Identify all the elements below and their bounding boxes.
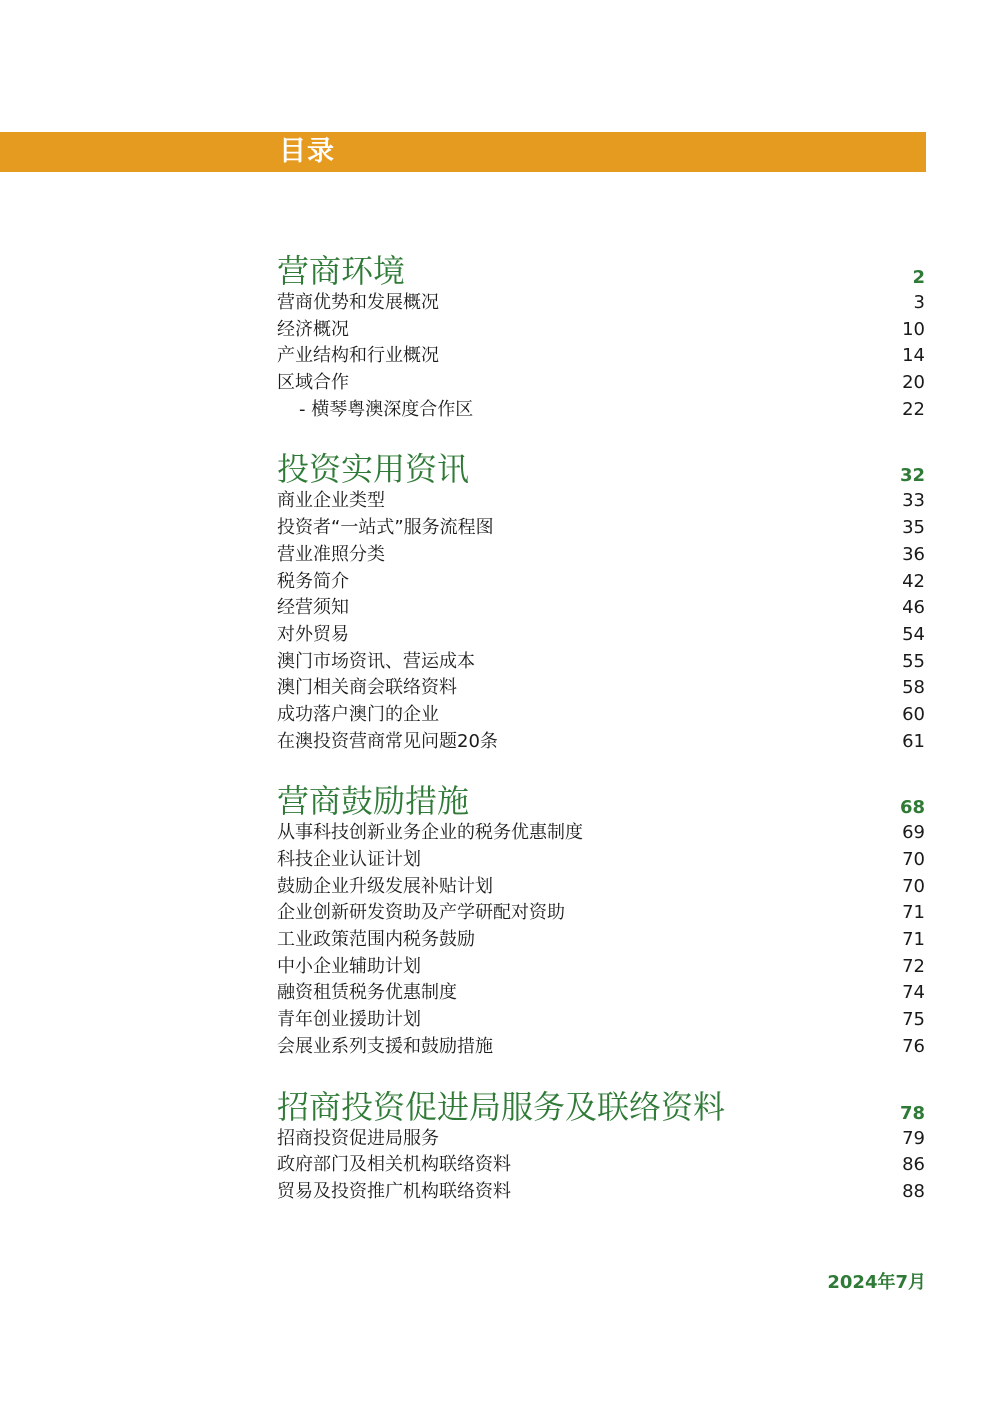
toc-item-page: 74 <box>902 982 925 1004</box>
toc-item-page: 42 <box>902 570 925 592</box>
toc-section-business-environment <box>277 252 925 423</box>
toc-subitem[interactable] <box>277 397 925 424</box>
toc-item[interactable] <box>277 595 925 622</box>
toc-item-page: 54 <box>902 623 925 645</box>
header-bar <box>0 132 926 172</box>
toc-item[interactable] <box>277 290 925 317</box>
section-heading[interactable] <box>277 450 925 488</box>
toc-item-label[interactable]: 从事科技创新业务企业的税务优惠制度 <box>277 822 583 844</box>
toc-item[interactable] <box>277 1152 925 1179</box>
toc-item-label[interactable]: 贸易及投资推广机构联络资料 <box>277 1180 511 1202</box>
section-title[interactable]: 招商投资促进局服务及联络资料 <box>277 1087 726 1126</box>
toc-item-label[interactable]: 产业结构和行业概况 <box>277 345 439 367</box>
section-heading[interactable] <box>277 1088 925 1126</box>
toc-item-label[interactable]: 青年创业援助计划 <box>277 1009 421 1031</box>
toc-item-label[interactable]: 会展业系列支援和鼓励措施 <box>277 1035 493 1057</box>
section-page-number: 78 <box>899 1102 925 1124</box>
toc-item-page: 36 <box>902 543 925 565</box>
toc-item-label[interactable]: 成功落户澳门的企业 <box>277 703 439 725</box>
page-title: 目录 <box>279 136 335 167</box>
toc-item[interactable] <box>277 1126 925 1153</box>
toc-item-page: 70 <box>902 875 925 897</box>
section-title[interactable]: 营商鼓励措施 <box>277 782 470 821</box>
toc-section-ipim-services <box>277 1088 925 1206</box>
toc-item[interactable] <box>277 343 925 370</box>
toc-item-page: 88 <box>902 1180 925 1202</box>
toc-item-label[interactable]: 政府部门及相关机构联络资料 <box>277 1154 511 1176</box>
section-title[interactable]: 营商环境 <box>277 252 406 290</box>
toc-item-page: 76 <box>902 1035 925 1057</box>
toc-item-label[interactable]: 科技企业认证计划 <box>277 849 421 870</box>
toc-item[interactable] <box>277 1034 925 1061</box>
toc-item-page: 10 <box>902 318 925 340</box>
toc-section-incentives <box>277 782 925 1060</box>
toc-item[interactable] <box>277 542 925 569</box>
section-page-number: 68 <box>899 797 925 819</box>
toc-item-label[interactable]: 区域合作 <box>277 372 349 394</box>
toc-item[interactable] <box>277 820 925 847</box>
toc-item[interactable] <box>277 488 925 515</box>
toc-item-label[interactable]: 税务简介 <box>277 570 349 592</box>
toc-item-page: 22 <box>902 398 925 420</box>
toc-item[interactable] <box>277 1179 925 1206</box>
toc-item-label[interactable]: 营业准照分类 <box>277 543 385 565</box>
toc-item[interactable] <box>277 702 925 729</box>
section-page-number: 2 <box>912 267 925 288</box>
section-heading[interactable] <box>277 252 925 290</box>
toc-item-page: 20 <box>902 372 925 394</box>
section-heading[interactable] <box>277 782 925 820</box>
toc-item-label[interactable]: 在澳投资营商常见问题20条 <box>277 730 498 752</box>
toc-item[interactable] <box>277 649 925 676</box>
toc-item-page: 55 <box>902 650 925 672</box>
toc-item-page: 61 <box>902 730 925 752</box>
toc-item[interactable] <box>277 980 925 1007</box>
toc-item[interactable] <box>277 569 925 596</box>
section-title[interactable]: 投资实用资讯 <box>277 450 470 489</box>
toc-item-page: 35 <box>902 517 925 539</box>
toc-item[interactable] <box>277 874 925 901</box>
toc-item-label[interactable]: 澳门市场资讯、营运成本 <box>277 650 475 672</box>
toc-item[interactable] <box>277 317 925 344</box>
toc-item-page: 86 <box>902 1154 925 1176</box>
toc-item-label[interactable]: 营商优势和发展概况 <box>277 292 439 313</box>
toc-item[interactable] <box>277 675 925 702</box>
toc-item[interactable] <box>277 515 925 542</box>
toc-item-label[interactable]: 投资者“一站式”服务流程图 <box>277 517 494 539</box>
toc-item-label[interactable]: 工业政策范围内税务鼓励 <box>277 929 475 951</box>
toc-item[interactable] <box>277 370 925 397</box>
toc-item[interactable] <box>277 900 925 927</box>
toc-item-label[interactable]: 企业创新研发资助及产学研配对资助 <box>277 902 565 924</box>
section-page-number: 32 <box>899 465 925 487</box>
toc-item-page: 71 <box>902 929 925 951</box>
toc-item[interactable] <box>277 622 925 649</box>
toc-item-page: 3 <box>913 292 925 313</box>
publication-date: 2024年7月 <box>827 1272 926 1293</box>
toc-item-page: 75 <box>902 1009 925 1031</box>
toc-item[interactable] <box>277 729 925 756</box>
toc-item-label[interactable]: 融资租赁税务优惠制度 <box>277 982 457 1004</box>
toc-item-page: 69 <box>902 822 925 844</box>
toc-item-label[interactable]: 招商投资促进局服务 <box>277 1127 439 1149</box>
toc-item[interactable] <box>277 927 925 954</box>
table-of-contents <box>277 252 925 1233</box>
toc-item-page: 60 <box>902 703 925 725</box>
toc-item-label[interactable]: 对外贸易 <box>277 623 349 645</box>
toc-item-label[interactable]: - 横琴粤澳深度合作区 <box>299 398 474 420</box>
toc-item-label[interactable]: 商业企业类型 <box>277 490 385 512</box>
toc-item[interactable] <box>277 847 925 874</box>
toc-item-label[interactable]: 经营须知 <box>277 597 349 619</box>
toc-item-page: 14 <box>902 345 925 367</box>
toc-item-label[interactable]: 经济概况 <box>277 318 349 340</box>
toc-item-page: 79 <box>902 1127 925 1149</box>
toc-item-page: 72 <box>902 955 925 977</box>
toc-item[interactable] <box>277 1007 925 1034</box>
toc-item-label[interactable]: 澳门相关商会联络资料 <box>277 677 457 699</box>
toc-item-label[interactable]: 鼓励企业升级发展补贴计划 <box>277 875 493 897</box>
toc-item-page: 46 <box>902 597 925 619</box>
toc-item-label[interactable]: 中小企业辅助计划 <box>277 955 421 977</box>
toc-section-investment-info <box>277 450 925 755</box>
toc-item[interactable] <box>277 954 925 981</box>
toc-item-page: 58 <box>902 677 925 699</box>
toc-item-page: 33 <box>902 490 925 512</box>
toc-item-page: 71 <box>902 902 925 924</box>
toc-item-page: 70 <box>902 849 925 870</box>
